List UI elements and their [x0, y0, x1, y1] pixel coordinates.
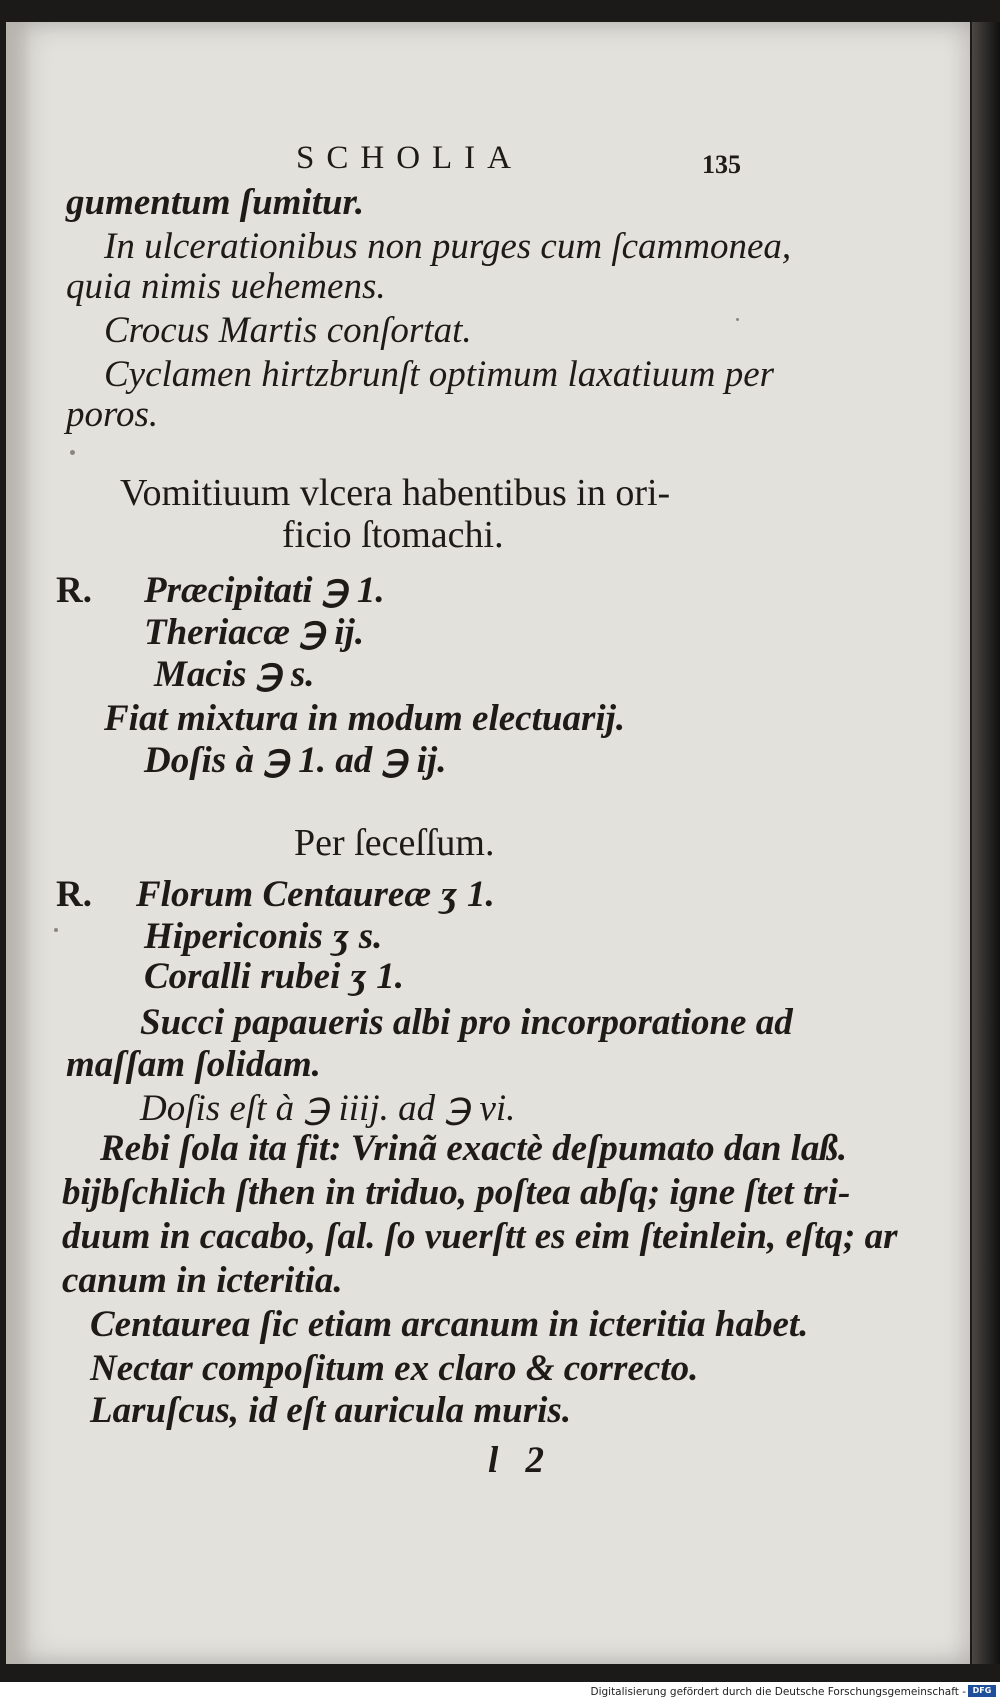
ink-speck: [736, 318, 739, 321]
dose-line: Doſis à ℈ 1. ad ℈ ij.: [144, 740, 447, 781]
ingredient: Coralli rubei ʒ 1.: [144, 956, 405, 997]
section-heading: ficio ſtomachi.: [282, 514, 504, 556]
text-line: poros.: [66, 394, 159, 435]
text-line: Nectar compoſitum ex claro & correcto.: [90, 1348, 699, 1389]
text-line: gumentum ſumitur.: [66, 182, 365, 223]
ingredient: Florum Centaureæ ʒ 1.: [136, 874, 495, 915]
ink-speck: [54, 928, 58, 932]
text-line: quia nimis uehemens.: [66, 266, 386, 307]
text-line: Crocus Martis conſortat.: [104, 310, 472, 351]
ink-speck: [70, 450, 75, 455]
ingredient: Macis ℈ s.: [154, 654, 315, 695]
dfg-logo: DFG: [968, 1685, 996, 1697]
text-line: Centaurea ſic etiam arcanum in icteritia habet.: [90, 1304, 809, 1345]
instruction: Fiat mixtura in modum electuarij.: [104, 698, 626, 739]
dose-line: Doſis eſt à ℈ iiij. ad ℈ vi.: [140, 1088, 516, 1129]
footer-credit: Digitalisierung gefördert durch die Deutsche Forschungsgemeinschaft -: [590, 1686, 966, 1698]
text-line: Cyclamen hirtzbrunſt optimum laxatiuum per: [104, 354, 775, 395]
text-line: canum in icteritia.: [62, 1260, 343, 1301]
signature-mark: l 2: [488, 1440, 545, 1481]
recipe-mark: R.: [56, 874, 92, 915]
section-heading: Vomitiuum vlcera habentibus in ori-: [120, 472, 671, 514]
text-line: Rebi ſola ita fit: Vrinã exactè deſpumato dan laß.: [100, 1128, 848, 1169]
ingredient: Hipericonis ʒ s.: [144, 916, 383, 957]
running-header: SCHOLIA: [296, 140, 524, 176]
text-line: bijbſchlich ſthen in triduo, poſtea abſq; igne ſtet tri-: [62, 1172, 851, 1213]
page-edge-shadow: [972, 22, 1000, 1664]
page-number: 135: [702, 150, 741, 179]
recipe-mark: R.: [56, 570, 92, 611]
text-line: maſſam ſolidam.: [66, 1044, 321, 1085]
ingredient: Præcipitati ℈ 1.: [144, 570, 385, 611]
text-line: In ulcerationibus non purges cum ſcammonea,: [104, 226, 792, 267]
text-line: Laruſcus, id eſt auricula muris.: [90, 1390, 572, 1431]
section-heading: Per ſeceſſum.: [294, 822, 495, 864]
ingredient: Theriacæ ℈ ij.: [144, 612, 365, 653]
text-line: duum in cacabo, ſal. ſo vuerſtt es eim ſteinlein, eſtq; ar: [62, 1216, 898, 1257]
text-line: Succi papaueris albi pro incorporatione ad: [140, 1002, 793, 1043]
